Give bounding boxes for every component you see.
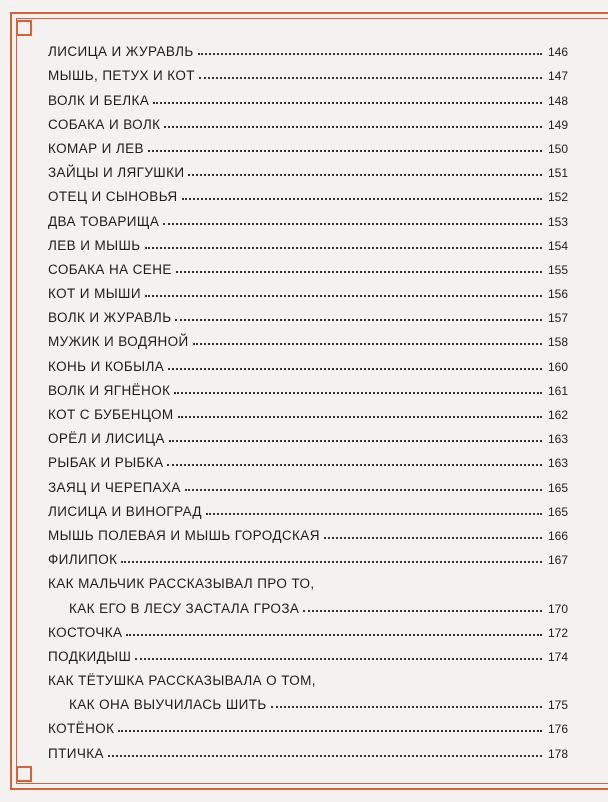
toc-entry[interactable] bbox=[48, 229, 568, 253]
toc-entry-title: ЛЕВ И МЫШЬ bbox=[48, 237, 141, 253]
toc-leader-dots bbox=[174, 392, 542, 394]
toc-leader-dots bbox=[108, 755, 542, 757]
toc-leader-dots bbox=[145, 247, 542, 249]
toc-entry[interactable] bbox=[48, 640, 568, 664]
toc-page-number: 160 bbox=[547, 359, 568, 374]
toc-entry-title: ВОЛК И ЯГНЁНОК bbox=[48, 382, 171, 398]
toc-entry-title: ВОЛК И БЕЛКА bbox=[48, 92, 150, 108]
toc-page-number: 156 bbox=[547, 287, 568, 302]
toc-leader-dots bbox=[198, 53, 542, 55]
toc-entry-title: СОБАКА И ВОЛК bbox=[48, 116, 161, 132]
toc-entry-title: КОСТОЧКА bbox=[48, 624, 123, 640]
toc-page-number: 170 bbox=[547, 601, 568, 616]
toc-leader-dots bbox=[271, 706, 542, 708]
toc-page-number: 176 bbox=[547, 722, 568, 737]
toc-leader-dots bbox=[135, 658, 542, 660]
toc-leader-dots bbox=[126, 634, 542, 636]
toc-entry[interactable] bbox=[48, 83, 568, 107]
toc-page-number: 153 bbox=[547, 214, 568, 229]
toc-entry-title: ЛИСИЦА И ВИНОГРАД bbox=[48, 503, 202, 519]
toc-entry-title: КОТЁНОК bbox=[48, 721, 115, 737]
toc-page-number: 151 bbox=[547, 166, 568, 181]
toc-page-number: 150 bbox=[547, 141, 568, 156]
toc-entry-title: МЫШЬ, ПЕТУХ И КОТ bbox=[48, 68, 195, 84]
toc-entry[interactable] bbox=[48, 204, 568, 228]
toc-entry-title: КОТ С БУБЕНЦОМ bbox=[48, 407, 174, 422]
toc-leader-dots bbox=[178, 416, 543, 418]
toc-page-number: 147 bbox=[547, 69, 568, 84]
toc-leader-dots bbox=[118, 730, 542, 732]
toc-entry[interactable] bbox=[48, 422, 568, 446]
toc-leader-dots bbox=[168, 368, 542, 370]
toc-page-number: 163 bbox=[547, 432, 568, 447]
toc-entry-title: ПОДКИДЫШ bbox=[48, 648, 132, 664]
toc-entry[interactable] bbox=[48, 253, 568, 277]
toc-leader-dots bbox=[153, 102, 542, 104]
toc-entry-title: КОНЬ И КОБЫЛА bbox=[48, 358, 165, 374]
toc-entry[interactable] bbox=[48, 35, 568, 59]
toc-group-mid bbox=[48, 616, 568, 664]
toc-entry[interactable] bbox=[48, 59, 568, 83]
toc-page-number: 163 bbox=[547, 456, 568, 471]
toc-leader-dots bbox=[145, 295, 542, 297]
toc-entry[interactable] bbox=[48, 446, 568, 470]
toc-entry[interactable] bbox=[48, 325, 568, 349]
toc-group-tail bbox=[48, 712, 568, 760]
toc-entry-title: ФИЛИПОК bbox=[48, 552, 118, 568]
toc-leader-dots bbox=[121, 561, 542, 563]
toc-entry[interactable] bbox=[48, 519, 568, 543]
toc-page-number: 152 bbox=[547, 190, 568, 205]
toc-entry[interactable] bbox=[48, 616, 568, 640]
toc-page-number: 166 bbox=[547, 528, 568, 543]
toc-leader-dots bbox=[164, 126, 542, 128]
toc-leader-dots bbox=[175, 319, 542, 321]
toc-leader-dots bbox=[185, 489, 542, 491]
toc-leader-dots bbox=[169, 440, 542, 442]
toc-leader-dots bbox=[148, 150, 542, 152]
toc-entry-title: ЗАЯЦ И ЧЕРЕПАХА bbox=[48, 479, 181, 495]
toc-page-number: 167 bbox=[547, 553, 568, 568]
toc-leader-dots bbox=[193, 343, 542, 345]
toc-entry-title: КОМАР И ЛЕВ bbox=[48, 140, 144, 156]
toc-page-number: 157 bbox=[547, 311, 568, 326]
toc-leader-dots bbox=[199, 77, 542, 79]
toc-entry-title: СОБАКА НА СЕНЕ bbox=[48, 261, 172, 277]
toc-page-number: 149 bbox=[547, 117, 568, 132]
toc-entry-title: КОТ И МЫШИ bbox=[48, 286, 141, 302]
toc-entry[interactable] bbox=[48, 712, 568, 736]
toc-group-main bbox=[48, 35, 568, 567]
toc-entry[interactable] bbox=[48, 470, 568, 494]
toc-entry-title: ОТЕЦ И СЫНОВЬЯ bbox=[48, 189, 178, 205]
toc-entry-title: ЗАЙЦЫ И ЛЯГУШКИ bbox=[48, 165, 185, 181]
toc-page-number: 162 bbox=[547, 408, 568, 422]
toc-entry[interactable] bbox=[48, 301, 568, 325]
toc-entry[interactable] bbox=[48, 132, 568, 156]
toc-leader-dots bbox=[188, 174, 542, 176]
toc-entry-title: ОРЁЛ И ЛИСИЦА bbox=[48, 431, 165, 447]
corner-ornament-top bbox=[16, 20, 32, 36]
toc-entry-title-line2: КАК ЕГО В ЛЕСУ ЗАСТАЛА ГРОЗА bbox=[69, 600, 300, 616]
toc-leader-dots bbox=[206, 513, 542, 515]
toc-entry[interactable] bbox=[48, 374, 568, 398]
toc-entry[interactable] bbox=[48, 156, 568, 180]
toc-leader-dots bbox=[167, 464, 542, 466]
toc-leader-dots bbox=[324, 537, 542, 539]
toc-entry-title-line1: КАК ТЁТУШКА РАССКАЗЫВАЛА О ТОМ, bbox=[48, 673, 316, 689]
toc-entry[interactable] bbox=[48, 736, 568, 760]
toc-entry[interactable] bbox=[48, 398, 568, 422]
toc-entry[interactable] bbox=[48, 543, 568, 567]
toc-leader-dots bbox=[303, 610, 542, 612]
toc-page-number: 154 bbox=[547, 238, 568, 253]
toc-entry[interactable] bbox=[48, 180, 568, 204]
toc-entry-continuation bbox=[48, 688, 568, 712]
toc-page-number: 175 bbox=[547, 698, 568, 713]
toc-entry-title: ВОЛК И ЖУРАВЛЬ bbox=[48, 310, 172, 326]
toc-entry-title: РЫБАК И РЫБКА bbox=[48, 455, 164, 471]
toc-page-number: 161 bbox=[547, 383, 568, 398]
toc-entry[interactable] bbox=[48, 349, 568, 373]
corner-ornament-bottom bbox=[16, 766, 32, 782]
toc-entry[interactable] bbox=[48, 108, 568, 132]
toc-leader-dots bbox=[176, 271, 542, 273]
toc-page-number: 165 bbox=[547, 480, 568, 495]
toc-entry-multiline[interactable] bbox=[48, 664, 568, 712]
toc-page-number: 178 bbox=[547, 746, 568, 761]
toc-entry-title: ДВА ТОВАРИЩА bbox=[48, 213, 160, 229]
toc-page-number: 172 bbox=[547, 625, 568, 640]
table-of-contents bbox=[48, 35, 568, 761]
toc-entry-title: МЫШЬ ПОЛЕВАЯ И МЫШЬ ГОРОДСКАЯ bbox=[48, 527, 320, 543]
toc-page-number: 146 bbox=[547, 45, 568, 60]
toc-leader-dots bbox=[163, 223, 542, 225]
toc-page-number: 148 bbox=[547, 93, 568, 108]
toc-entry[interactable] bbox=[48, 495, 568, 519]
toc-entry-title: ЛИСИЦА И ЖУРАВЛЬ bbox=[48, 44, 194, 60]
toc-page-number: 165 bbox=[547, 504, 568, 519]
toc-entry[interactable] bbox=[48, 277, 568, 301]
toc-entry-multiline[interactable] bbox=[48, 567, 568, 615]
toc-page-number: 158 bbox=[547, 335, 568, 350]
toc-entry-continuation bbox=[48, 591, 568, 615]
toc-entry-title-line2: КАК ОНА ВЫУЧИЛАСЬ ШИТЬ bbox=[69, 697, 267, 713]
toc-entry-title: МУЖИК И ВОДЯНОЙ bbox=[48, 334, 189, 350]
toc-entry-title-line1: КАК МАЛЬЧИК РАССКАЗЫВАЛ ПРО ТО, bbox=[48, 576, 315, 592]
toc-page-number: 174 bbox=[547, 649, 568, 664]
toc-page-number: 155 bbox=[547, 262, 568, 277]
toc-entry-title: ПТИЧКА bbox=[48, 745, 104, 761]
toc-leader-dots bbox=[182, 198, 543, 200]
